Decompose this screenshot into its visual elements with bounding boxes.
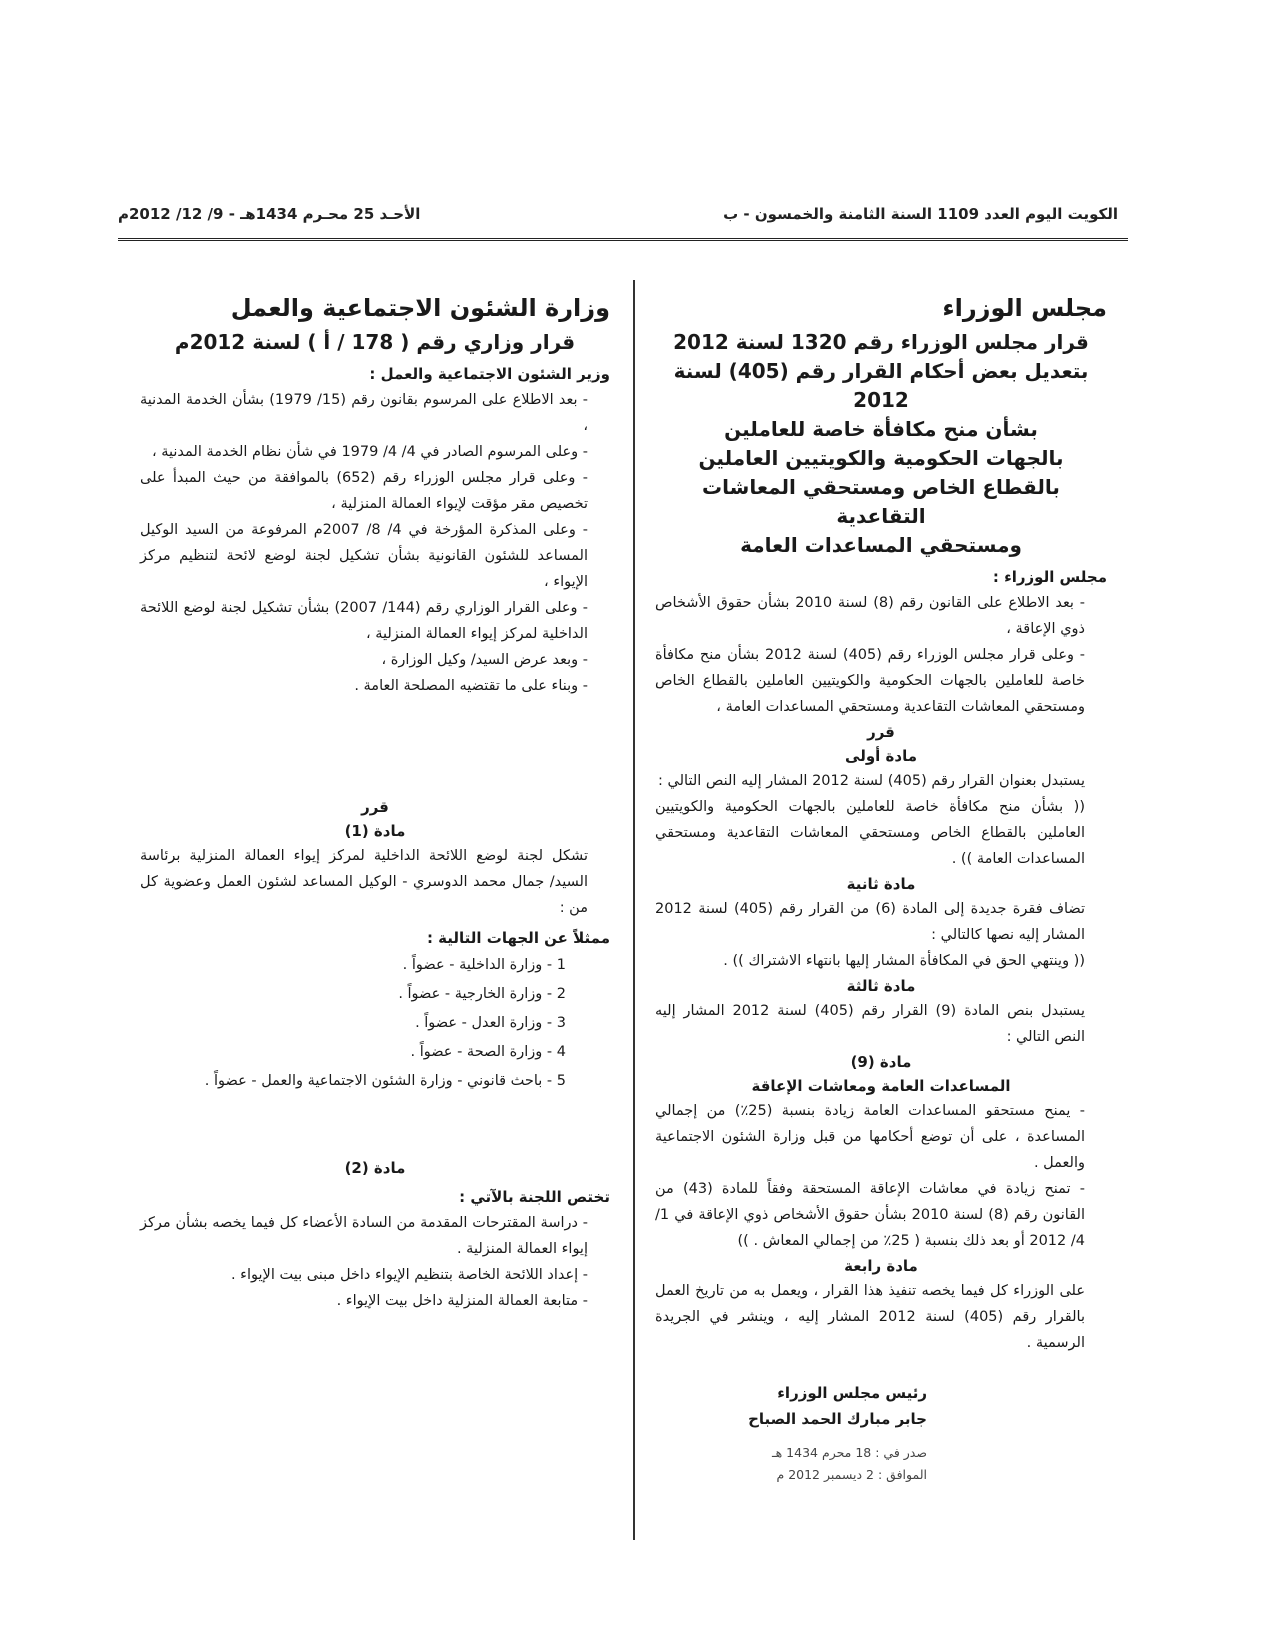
issued-date: صدر في : 18 محرم 1434 هـ — [771, 1445, 927, 1460]
member-item: 1 - وزارة الداخلية - عضواً . — [402, 957, 566, 973]
article-paragraph: - متابعة العمالة المنزلية داخل بيت الإيواء . — [336, 1293, 588, 1309]
article-paragraph: يستبدل بنص المادة (9) القرار رقم (405) لسنة 2012 المشار إليه النص التالي : — [655, 1003, 1085, 1045]
preamble-paragraph: - وعلى قرار مجلس الوزراء رقم (405) لسنة 2012 بشأن منح مكافأة خاصة للعاملين بالجهات الحكومية والكويتيين العاملين بالقطاع الخاص ومستحقي المعاشات التقاعدية ومستحقي المساعدات العامة ، — [655, 647, 1085, 715]
decision-title-line: بالقطاع الخاص ومستحقي المعاشات التقاعدية — [702, 475, 1060, 528]
council-heading: مجلس الوزراء — [942, 294, 1107, 322]
article-paragraph: يستبدل بعنوان القرار رقم (405) لسنة 2012 المشار إليه النص التالي : — [658, 773, 1085, 789]
decision-title-line: بالجهات الحكومية والكويتيين العاملين — [698, 446, 1064, 470]
preamble-paragraph: - وعلى القرار الوزاري رقم (144/ 2007) بشأن تشكيل لجنة لوضع اللائحة الداخلية لمركز إيواء العمالة المنزلية ، — [140, 600, 588, 642]
ministry-heading: وزارة الشئون الاجتماعية والعمل — [230, 294, 610, 322]
decision-title-line: ومستحقي المساعدات العامة — [740, 533, 1022, 557]
decided-heading: قرر — [361, 798, 389, 816]
representatives-label: ممثلاً عن الجهات التالية : — [426, 929, 610, 947]
article-title: مادة ثالثة — [846, 977, 916, 995]
decision-title-line: بشأن منح مكافأة خاصة للعاملين — [724, 417, 1038, 441]
preamble-paragraph: - بعد الاطلاع على القانون رقم (8) لسنة 2010 بشأن حقوق الأشخاص ذوي الإعاقة ، — [655, 595, 1085, 637]
council-decision-column — [655, 292, 1107, 1486]
corresponding-date: الموافق : 2 ديسمبر 2012 م — [776, 1467, 927, 1482]
ministry-decision-column — [140, 292, 610, 1314]
article-paragraph: - إعداد اللائحة الخاصة بتنظيم الإيواء داخل مبنى بيت الإيواء . — [230, 1267, 588, 1283]
preamble-paragraph: - وبناء على ما تقتضيه المصلحة العامة . — [354, 678, 588, 694]
minister-label: وزير الشئون الاجتماعية والعمل : — [369, 365, 610, 383]
column-divider — [633, 280, 635, 1540]
decision-title-line: قرار مجلس الوزراء رقم 1320 لسنة 2012 — [673, 330, 1089, 354]
preamble-paragraph: - وعلى المذكرة المؤرخة في 4/ 8/ 2007م المرفوعة من السيد الوكيل المساعد للشئون القانونية بشأن تشكيل لجنة لوضع لائحة لتنظيم مركز الإيواء ، — [140, 522, 588, 590]
article-paragraph: (( وينتهي الحق في المكافأة المشار إليها بانتهاء الاشتراك )) . — [723, 953, 1085, 969]
article-paragraph: (( بشأن منح مكافأة خاصة للعاملين بالجهات الحكومية والكويتيين العاملين بالقطاع الخاص ومستحقي المعاشات التقاعدية ومستحقي المساعدات العامة )) . — [655, 799, 1085, 867]
preamble-paragraph: - وبعد عرض السيد/ وكيل الوزارة ، — [381, 652, 588, 668]
signature-name: جابر مبارك الحمد الصباح — [748, 1410, 927, 1428]
article-subtitle: المساعدات العامة ومعاشات الإعاقة — [751, 1077, 1011, 1095]
preamble-paragraph: - بعد الاطلاع على المرسوم بقانون رقم (15/ 1979) بشأن الخدمة المدنية ، — [140, 392, 588, 434]
article-paragraph: تشكل لجنة لوضع اللائحة الداخلية لمركز إيواء العمالة المنزلية برئاسة السيد/ جمال محمد الدوسري - الوكيل المساعد لشئون العمل وعضوية كل من : — [140, 848, 588, 916]
article-title: مادة (9) — [850, 1053, 912, 1071]
article-paragraph: - يمنح مستحقو المساعدات العامة زيادة بنسبة (25٪) من إجمالي المساعدة ، على أن توضع أحكامها من قبل وزارة الشئون الاجتماعية والعمل . — [655, 1103, 1085, 1171]
article-title: مادة (2) — [344, 1159, 406, 1177]
header-date: الأحـد 25 محـرم 1434هـ - 9/ 12/ 2012م — [118, 205, 421, 223]
article-title: مادة أولى — [845, 747, 917, 765]
signature-role: رئيس مجلس الوزراء — [777, 1384, 927, 1402]
member-item: 3 - وزارة العدل - عضواً . — [415, 1015, 566, 1031]
article-paragraph: - دراسة المقترحات المقدمة من السادة الأعضاء كل فيما يخصه بشأن مركز إيواء العمالة المنزلية . — [140, 1215, 588, 1257]
article-title: مادة ثانية — [846, 875, 916, 893]
article-paragraph: على الوزراء كل فيما يخصه تنفيذ هذا القرار ، ويعمل به من تاريخ العمل بالقرار رقم (405) لسنة 2012 المشار إليه ، وينشر في الجريدة الرسمية . — [655, 1283, 1085, 1351]
council-label: مجلس الوزراء : — [992, 568, 1107, 586]
article-paragraph: تضاف فقرة جديدة إلى المادة (6) من القرار رقم (405) لسنة 2012 المشار إليه نصها كالتالي : — [655, 901, 1086, 943]
preamble-paragraph: - وعلى المرسوم الصادر في 4/ 4/ 1979 في شأن نظام الخدمة المدنية ، — [151, 444, 588, 460]
ministerial-decision-title: قرار وزاري رقم ( 178 / أ ) لسنة 2012م — [174, 330, 576, 354]
member-item: 2 - وزارة الخارجية - عضواً . — [398, 986, 566, 1002]
member-item: 5 - باحث قانوني - وزارة الشئون الاجتماعية والعمل - عضواً . — [204, 1073, 566, 1089]
preamble-paragraph: - وعلى قرار مجلس الوزراء رقم (652) بالموافقة من حيث المبدأ على تخصيص مقر مؤقت لإيواء العمالة المنزلية ، — [140, 470, 589, 512]
article-title: مادة (1) — [344, 822, 406, 840]
decided-heading: قرر — [867, 723, 895, 741]
decision-title-line: بتعديل بعض أحكام القرار رقم (405) لسنة 2012 — [673, 359, 1089, 412]
article-title: مادة رابعة — [844, 1257, 918, 1275]
article-paragraph: - تمنح زيادة في معاشات الإعاقة المستحقة وفقاً للمادة (43) من القانون رقم (8) لسنة 2010 بشأن حقوق الأشخاص ذوي الإعاقة في 1/ 4/ 2012 أو بعد ذلك بنسبة ( 25٪ من إجمالي المعاش . )) — [655, 1181, 1085, 1249]
member-item: 4 - وزارة الصحة - عضواً . — [410, 1044, 566, 1060]
header-issue-info: الكويت اليوم العدد 1109 السنة الثامنة والخمسون - ب — [723, 205, 1118, 223]
header-rule — [118, 238, 1128, 241]
page-header — [118, 205, 1118, 229]
article-intro: تختص اللجنة بالآتي : — [459, 1188, 610, 1206]
